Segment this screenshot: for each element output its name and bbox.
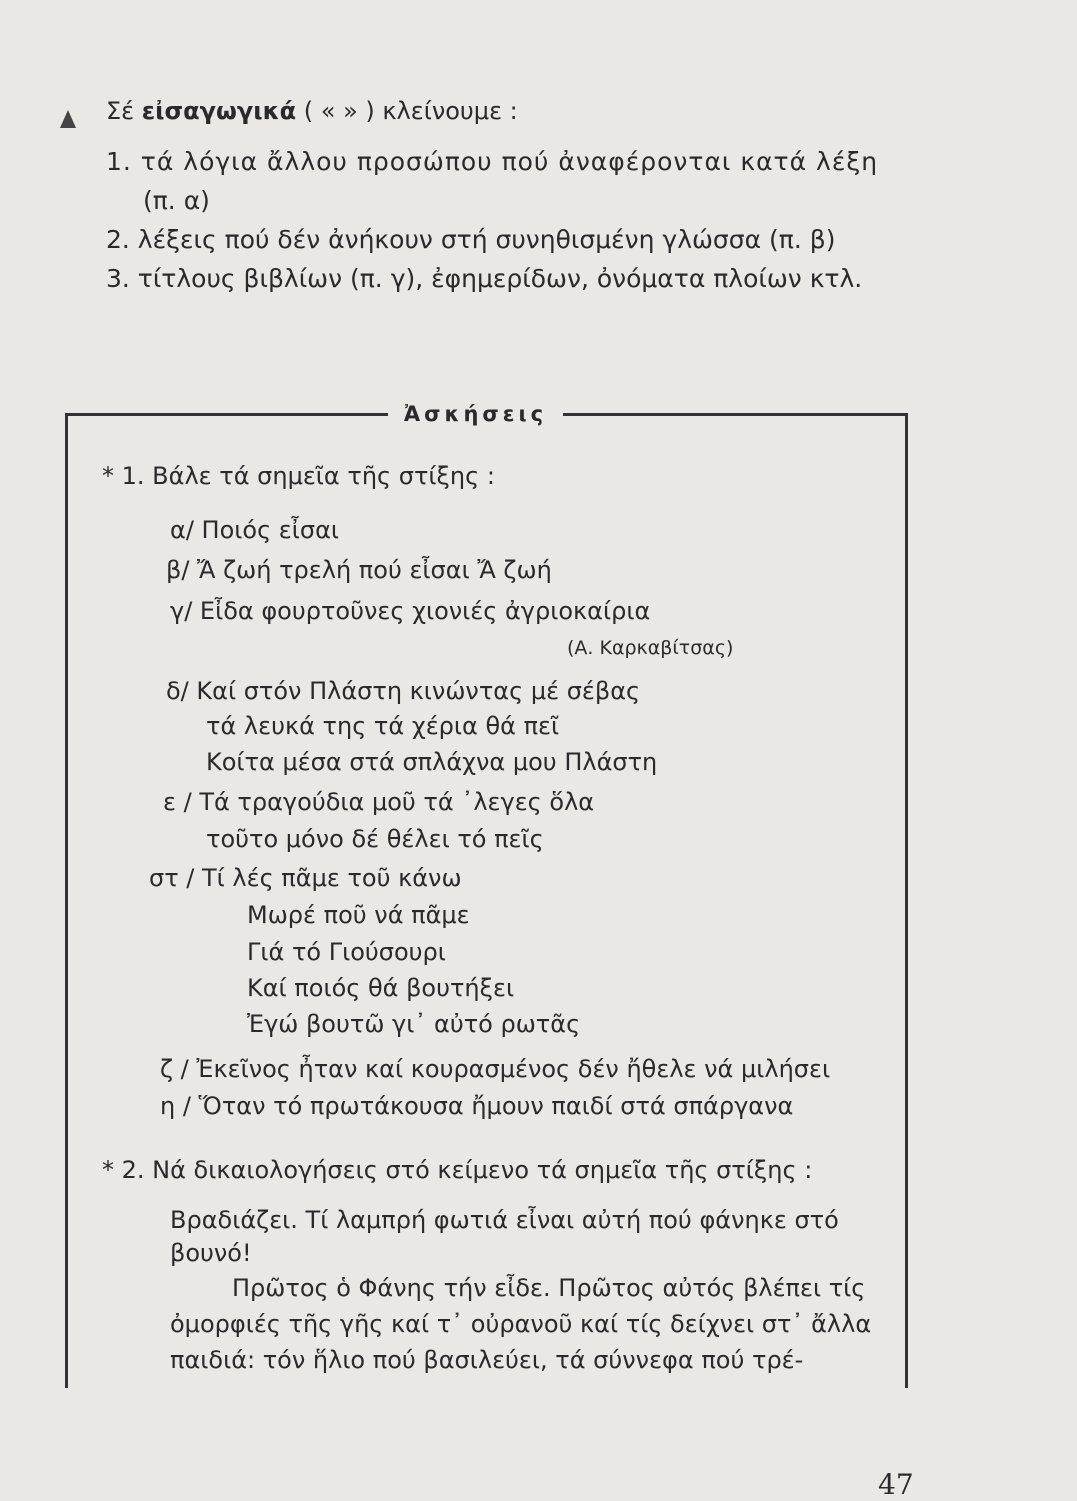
ex2-line: παιδιά: τόν ἥλιο πού βασιλεύει, τά σύννεφα πού τρέ- [170, 1346, 804, 1374]
ex1-line: ζ / Ἐκεῖνος ἦταν καί κουρασμένος δέν ἤθελε νά μιλήσει [160, 1055, 831, 1083]
ex2-line: ὀμορφιές τῆς γῆς καί τ᾿ οὐρανοῦ καί τίς δείχνει στ᾿ ἄλλα [170, 1310, 872, 1338]
ex1-line: η / Ὅταν τό πρωτάκουσα ἤμουν παιδί στά σπάργανα [160, 1092, 794, 1120]
exercise-2-heading: * 2. Νά δικαιολογήσεις στό κείμενο τά σημεῖα τῆς στίξης : [102, 1156, 813, 1184]
intro-item-2: 2. λέξεις πού δέν ἀνήκουν στή συνηθισμένη γλώσσα (π. β) [106, 225, 836, 254]
ex1-line: στ / Τί λές πᾶμε τοῦ κάνω [149, 864, 462, 892]
intro-item-3: 3. τίτλους βιβλίων (π. γ), ἐφημερίδων, ὀνόματα πλοίων κτλ. [106, 264, 863, 293]
triangle-bullet-icon [60, 110, 76, 128]
ex1-line: Κοίτα μέσα στά σπλάχνα μου Πλάστη [206, 748, 658, 776]
intro-item-1: 1. τά λόγια ἄλλου προσώπου πού ἀναφέρονται κατά λέξη [106, 147, 879, 176]
ex1-line: ε / Τά τραγούδια μοῦ τά ᾿λεγες ὅλα [163, 788, 595, 816]
ex1-line: Γιά τό Γιούσουρι [247, 938, 446, 966]
ex1-line: β/ Ἄ ζωή τρελή πού εἶσαι Ἄ ζωή [166, 556, 552, 584]
ex1-line: Μωρέ ποῦ νά πᾶμε [247, 901, 470, 929]
intro-item-1-cont: (π. α) [143, 186, 210, 215]
intro-heading: Σέ εἰσαγωγικά ( « » ) κλείνουμε : [106, 97, 518, 125]
page-number: 47 [878, 1468, 914, 1501]
ex1-attribution: (Α. Καρκαβίτσας) [567, 637, 734, 659]
ex1-line: α/ Ποιός εἶσαι [170, 516, 340, 544]
ex1-line: δ/ Καί στόν Πλάστη κινώντας μέ σέβας [166, 677, 641, 705]
ex2-line: Βραδιάζει. Τί λαμπρή φωτιά εἶναι αὐτή πού φάνηκε στό [170, 1206, 839, 1234]
ex1-line: γ/ Εἶδα φουρτοῦνες χιονιές ἀγριοκαίρια [170, 597, 651, 625]
ex2-line: Πρῶτος ὁ Φάνης τήν εἶδε. Πρῶτος αὐτός βλέπει τίς [232, 1274, 866, 1302]
ex1-line: τοῦτο μόνο δέ θέλει τό πεῖς [206, 825, 544, 853]
ex1-line: Ἐγώ βουτῶ γι᾿ αὐτό ρωτᾶς [247, 1010, 581, 1038]
exercises-title: Ἀσκήσεις [388, 398, 563, 430]
ex1-line: Καί ποιός θά βουτήξει [247, 974, 515, 1002]
exercise-1-heading: * 1. Βάλε τά σημεῖα τῆς στίξης : [102, 462, 495, 490]
ex2-line: βουνό! [170, 1239, 252, 1267]
ex1-line: τά λευκά της τά χέρια θά πεῖ [206, 712, 560, 740]
